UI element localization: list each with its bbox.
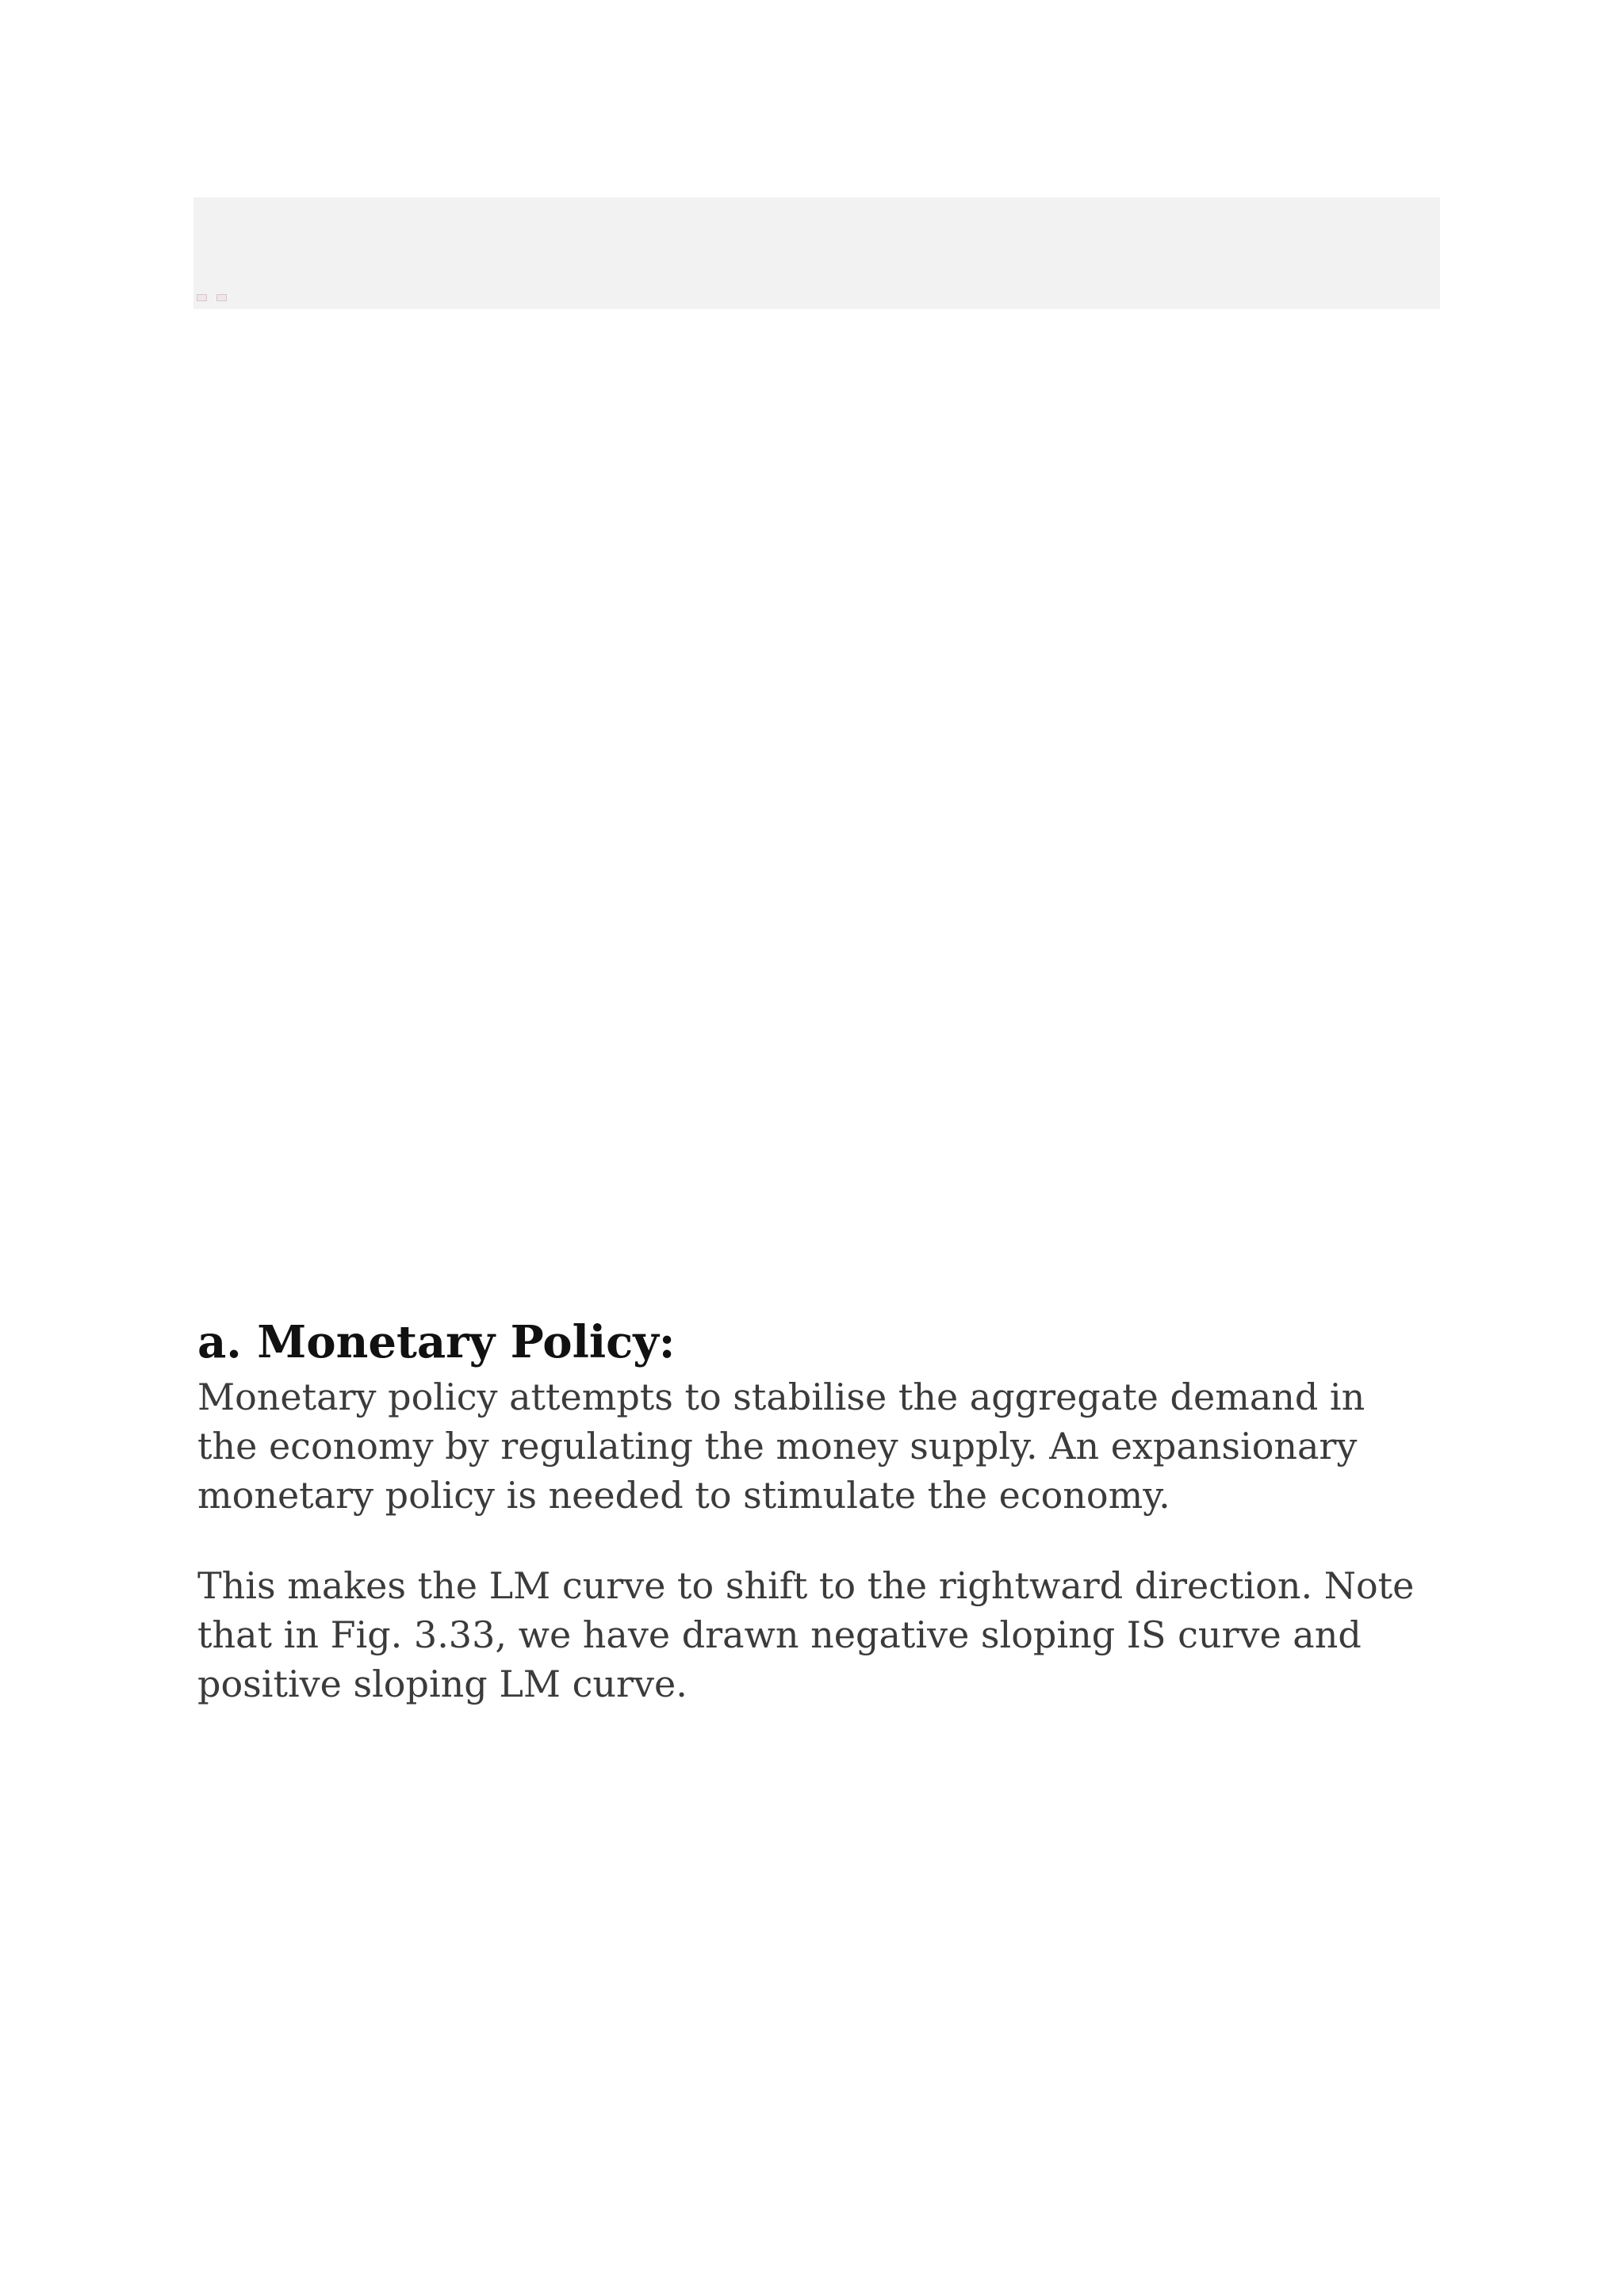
article-section: [197, 1312, 1434, 1709]
paragraph: This makes the LM curve to shift to the rightward direction. Note that in Fig. 3.33, we have drawn negative sloping IS curve and positive sloping LM curve.: [197, 1564, 1415, 1705]
paragraph: Monetary policy attempts to stabilise the aggregate demand in the economy by regulating the money supply. An expansionary monetary policy is needed to stimulate the economy.: [197, 1376, 1365, 1517]
section-heading: a. Monetary Policy:: [197, 1316, 676, 1368]
ad-badges: [197, 294, 227, 301]
ad-banner[interactable]: [193, 197, 1440, 309]
ad-info-icon[interactable]: [197, 294, 207, 301]
ad-close-icon[interactable]: [216, 294, 227, 301]
